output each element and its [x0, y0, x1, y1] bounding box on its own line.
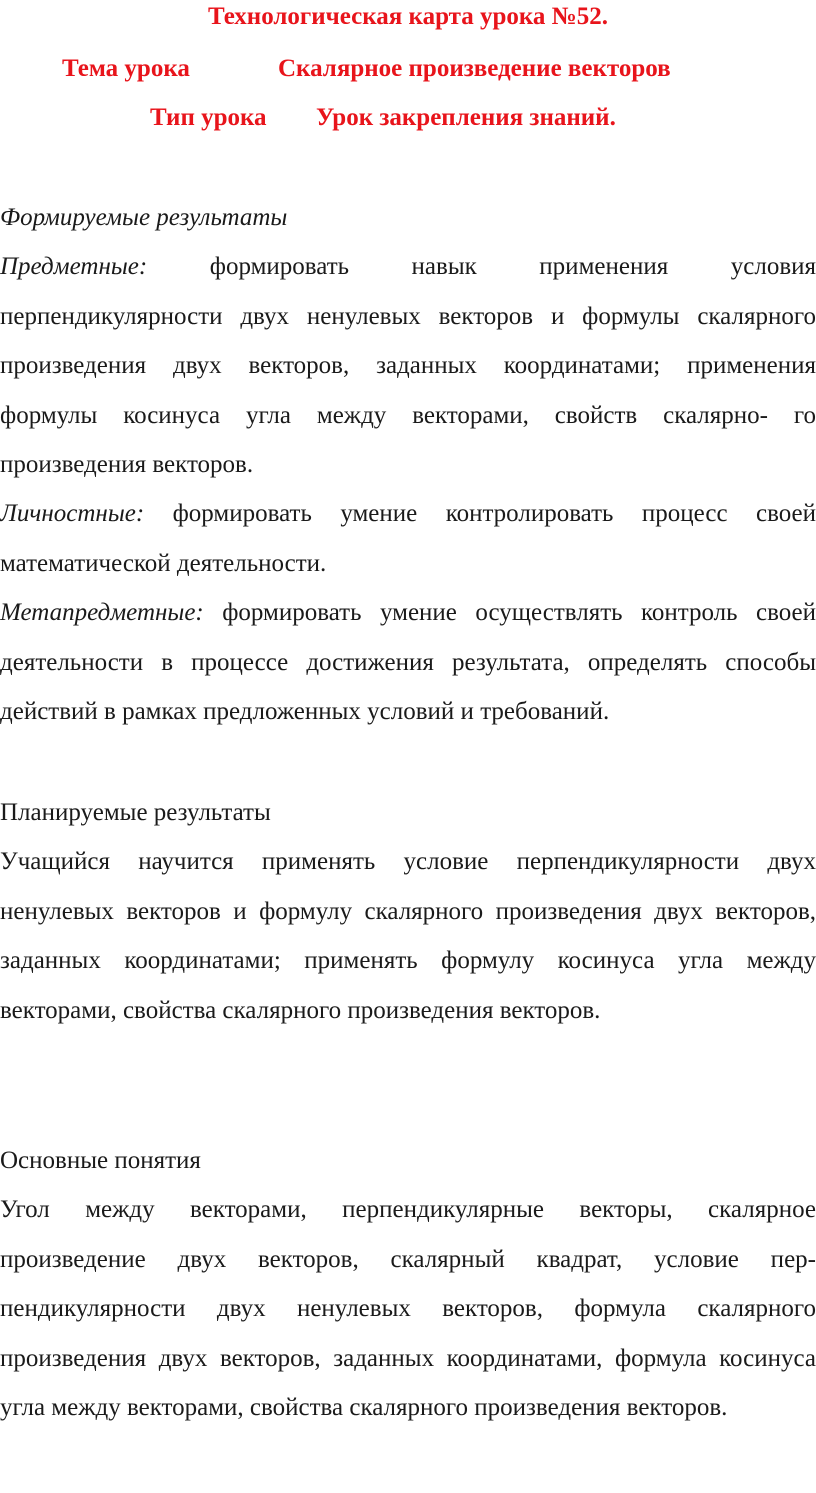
meta-results-paragraph [0, 588, 816, 736]
formed-results-section [0, 193, 816, 736]
lesson-topic-label: Тема урока [62, 55, 190, 82]
personal-results-label: Личностные: [0, 500, 145, 528]
lesson-topic-row [0, 54, 816, 84]
personal-results-paragraph [0, 489, 816, 588]
document-title: Технологическая карта урока №52. [207, 3, 609, 30]
key-concepts-text: Угол между векторами, перпендикулярные векторы, скалярное произведение двух векторов, скалярный квадрат, условие пер- пендикулярности двух ненулевых векторов, формула скалярного произведения двух векторов, заданных координатами, формула косинуса угла между векторами, свойства скалярного произведения векторов. [0, 1196, 816, 1422]
lesson-type-label: Тип урока [150, 104, 267, 131]
planned-results-heading: Планируемые результаты [0, 799, 271, 826]
planned-results-section [0, 788, 816, 1035]
personal-results-text: формировать умение контролировать процесс своей математической деятельности. [0, 500, 816, 577]
key-concepts-section [0, 1136, 816, 1432]
meta-results-text: формировать умение осуществлять контроль своей деятельности в процессе достижения результата, определять способы действий в рамках предложенных условий и требований. [0, 599, 816, 726]
formed-results-heading: Формируемые результаты [0, 204, 288, 231]
planned-results-text: Учащийся научится применять условие перпендикулярности двух ненулевых векторов и формулу скалярного произведения двух векторов, заданных координатами; применять формулу косинуса угла между векторами, свойства скалярного произведения векторов. [0, 848, 816, 1024]
subject-results-paragraph [0, 242, 816, 489]
key-concepts-heading: Основные понятия [0, 1147, 201, 1174]
lesson-type-value: Урок закрепления знаний. [316, 104, 616, 131]
subject-results-text: формировать навык применения условия перпендикулярности двух ненулевых векторов и формулы скалярного произведения двух векторов, заданных координатами; применения формулы косинуса угла между векторами, свойств скалярно- го произведения векторов. [0, 253, 816, 479]
lesson-topic-value: Скалярное произведение векторов [278, 55, 671, 82]
lesson-type-row [0, 103, 816, 133]
meta-results-label: Метапредметные: [0, 599, 204, 627]
subject-results-label: Предметные: [0, 253, 148, 281]
